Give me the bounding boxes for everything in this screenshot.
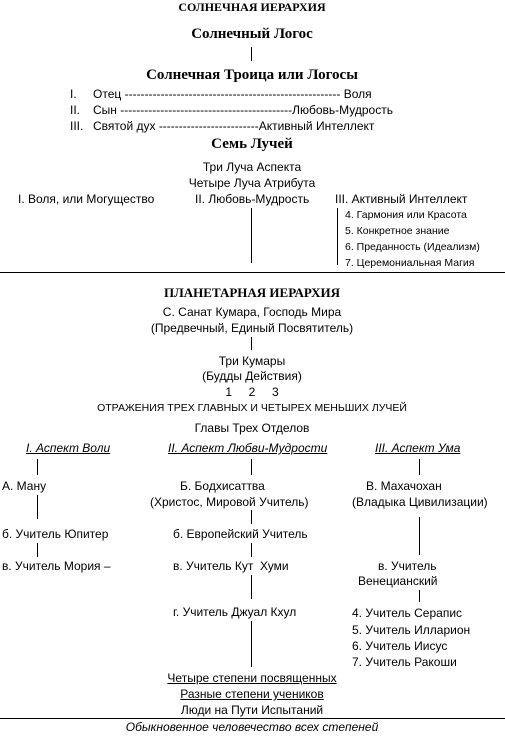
master-rakoczi: 7. Учитель Ракоши — [352, 655, 457, 669]
connector-will-2 — [37, 495, 38, 519]
mahachohan-subtitle: (Владыка Цивилизации) — [352, 495, 488, 509]
ray-3-active-intellect: III. Активный Интеллект — [335, 192, 468, 206]
trinity-title: Солнечная Троица или Логосы — [146, 67, 358, 83]
mahachohan: В. Махачохан — [366, 479, 442, 493]
attribute-ray-4: 4. Гармония или Красота — [345, 209, 467, 221]
sanat-kumara: С. Санат Кумара, Господь Мира — [162, 305, 342, 319]
solar-hierarchy-title: СОЛНЕЧНАЯ ИЕРАРХИЯ — [178, 0, 326, 14]
probationary-path: Люди на Пути Испытаний — [180, 703, 324, 717]
venetian-master: в. Учитель — [378, 559, 437, 573]
ordinary-humanity: Обыкновенное человечество всех степеней — [125, 720, 379, 734]
department-will: I. Аспект Воли — [26, 441, 111, 455]
trinity-num-2: II. — [70, 103, 81, 117]
department-mind: III. Аспект Ума — [375, 441, 461, 455]
trinity-row-spirit: Святой дух -------------------------Активный Интеллект — [93, 119, 375, 133]
master-jesus: 6. Учитель Иисус — [352, 639, 448, 653]
attribute-ray-7: 7. Церемониальная Магия — [345, 257, 475, 269]
master-kuthumi: в. Учитель Кут Хуми — [173, 559, 289, 573]
bodhisattva: Б. Бодхисаттва — [180, 479, 265, 493]
connector-mind-3 — [419, 590, 420, 602]
manu: А. Ману — [2, 479, 47, 493]
connector-love-3 — [251, 543, 252, 557]
rays-reflections: ОТРАЖЕНИЯ ТРЕХ ГЛАВНЫХ И ЧЕТЫРЕХ МЕНЬШИХ ЛУЧЕЙ — [97, 402, 407, 414]
connector-love-1 — [251, 459, 252, 475]
connector-sanat-kumaras — [251, 337, 252, 350]
three-kumaras: Три Кумары — [218, 354, 286, 368]
master-jupiter: б. Учитель Юпитер — [2, 527, 109, 541]
kumara-numbers: 1 2 3 — [225, 385, 279, 399]
attribute-rays-label: Четыре Луча Атрибута — [188, 176, 316, 190]
bottom-divider — [0, 718, 505, 719]
ray-2-love-wisdom: II. Любовь-Мудрость — [195, 192, 310, 206]
connector-ray-3-bracket — [337, 208, 338, 265]
connector-will-1 — [37, 459, 38, 475]
master-morya: в. Учитель Мория – — [2, 559, 111, 573]
connector-logos-trinity — [251, 47, 252, 61]
trinity-row-father: Отец ------------------------------------------------------ Воля — [93, 87, 372, 101]
department-love-wisdom: II. Аспект Любви-Мудрости — [168, 441, 328, 455]
planetary-hierarchy-title: ПЛАНЕТАРНАЯ ИЕРАРХИЯ — [163, 285, 341, 300]
bodhisattva-subtitle: (Христос, Мировой Учитель) — [150, 495, 309, 509]
connector-will-3 — [37, 543, 38, 557]
venetian-master-name: Венецианский — [358, 574, 438, 588]
connector-mind-1 — [419, 459, 420, 475]
section-divider — [0, 272, 505, 273]
attribute-ray-6: 6. Преданность (Идеализм) — [345, 241, 480, 253]
ray-1-will: I. Воля, или Могущество — [18, 192, 155, 206]
seven-rays-title: Семь Лучей — [211, 136, 293, 152]
trinity-num-3: III. — [70, 119, 84, 133]
three-kumaras-subtitle: (Будды Действия) — [202, 369, 302, 383]
master-serapis: 4. Учитель Серапис — [352, 606, 463, 620]
trinity-row-son: Сын -------------------------------------------Любовь-Мудрость — [93, 103, 393, 117]
european-master: б. Европейский Учитель — [173, 527, 308, 541]
aspect-rays-label: Три Луча Аспекта — [202, 160, 302, 174]
master-djwal-khul: г. Учитель Джуал Кхул — [173, 605, 297, 619]
master-hilarion: 5. Учитель Илларион — [352, 623, 471, 637]
connector-mind-2 — [419, 517, 420, 555]
connector-love-4 — [251, 575, 252, 599]
initiates-degrees: Четыре степени посвященных — [167, 671, 337, 685]
sanat-kumara-subtitle: (Предвечный, Единый Посвятитель) — [150, 321, 354, 335]
department-heads: Главы Трех Отделов — [194, 421, 310, 435]
solar-logos: Солнечный Логос — [191, 26, 313, 42]
trinity-num-1: I. — [70, 87, 77, 101]
disciples-degrees: Разные степени учеников — [180, 687, 324, 701]
connector-love-5 — [251, 621, 252, 667]
connector-ray-2 — [251, 208, 252, 263]
attribute-ray-5: 5. Конкретное знание — [345, 225, 450, 237]
connector-love-2 — [251, 510, 252, 524]
